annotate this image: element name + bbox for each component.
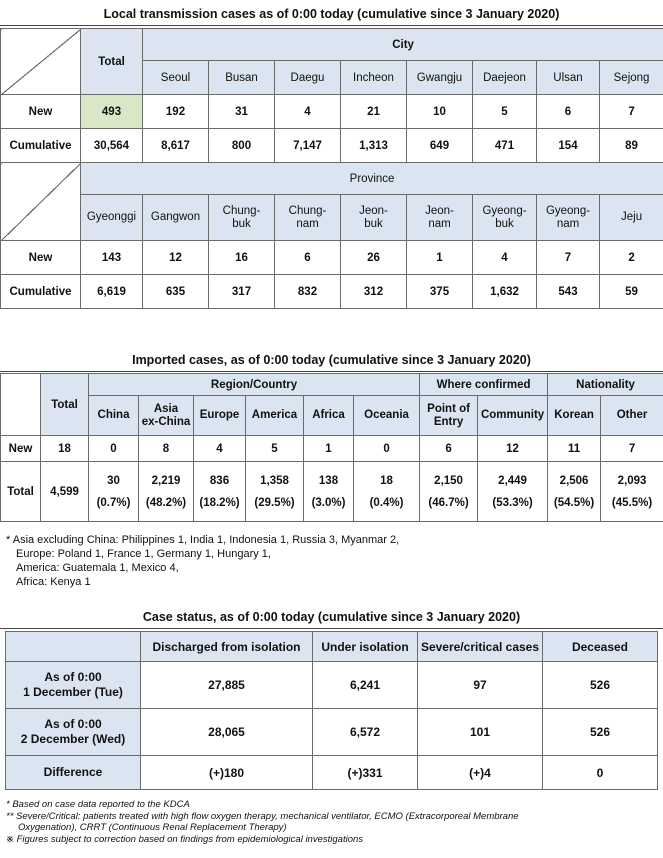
province-name-cell: [341, 195, 407, 241]
province-name-line1: Gyeonggi: [86, 211, 137, 223]
footnotes: [6, 799, 519, 845]
province-cumulative-value: 832: [275, 275, 341, 309]
imported-new-value: 5: [246, 436, 304, 462]
province-name-cell: [81, 195, 143, 241]
status-value: 6,572: [313, 709, 418, 756]
city-new-value: 5: [473, 95, 537, 129]
status-header-deceased: Deceased: [543, 632, 658, 662]
status-table-title: Case status, as of 0:00 today (cumulative since 3 January 2020): [0, 607, 663, 629]
city-cumulative-value: 649: [407, 129, 473, 163]
row-label-new: New: [1, 241, 81, 275]
imported-total-value: [89, 462, 139, 522]
imported-column-line1: Point of: [427, 402, 470, 415]
imported-column-line1: Asia: [153, 402, 179, 415]
status-row-label-line1: As of 0:00: [44, 670, 102, 684]
status-difference-value: (+)4: [418, 756, 543, 790]
status-value: 97: [418, 662, 543, 709]
status-value: 101: [418, 709, 543, 756]
city-cumulative-total: 30,564: [81, 129, 143, 163]
imported-new-value: 0: [354, 436, 420, 462]
region-header: Region/Country: [89, 374, 420, 396]
province-name-line2: buk: [232, 217, 251, 230]
local-corner-cell: [1, 29, 81, 95]
imported-total-count: 836: [209, 474, 230, 487]
province-name-line1: Jeon-: [425, 204, 454, 217]
imported-column-line1: Africa: [312, 409, 345, 421]
local-table-title: Local transmission cases as of 0:00 today (cumulative since 3 January 2020): [0, 4, 663, 26]
imported-total-percent: (45.5%): [611, 496, 653, 509]
province-new-value: 16: [209, 241, 275, 275]
imported-total-value: [194, 462, 246, 522]
imported-total-percent: (48.2%): [145, 496, 187, 509]
province-new-value: 4: [473, 241, 537, 275]
city-cumulative-value: 471: [473, 129, 537, 163]
province-name-line1: Gyeong-: [482, 204, 527, 217]
province-name-line2: nam: [296, 217, 319, 230]
imported-column-header: [304, 396, 354, 436]
imported-total-value: [304, 462, 354, 522]
city-header: City: [143, 29, 663, 61]
imported-total-percent: (29.5%): [254, 496, 295, 509]
city-cumulative-value: 154: [537, 129, 600, 163]
province-new-value: 6: [275, 241, 341, 275]
city-new-value: 4: [275, 95, 341, 129]
city-name-cell: Busan: [209, 61, 275, 95]
province-new-value: 1: [407, 241, 473, 275]
imported-total-count: 2,150: [434, 474, 463, 487]
imported-total-count: 2,219: [151, 474, 181, 487]
status-header-discharged: Discharged from isolation: [141, 632, 313, 662]
city-cumulative-value: 89: [600, 129, 663, 163]
status-value: 526: [543, 662, 658, 709]
imported-column-line2: Entry: [433, 415, 464, 428]
province-cumulative-value: 543: [537, 275, 600, 309]
row-label-total: Total: [1, 462, 41, 522]
city-name-cell: Daejeon: [473, 61, 537, 95]
imported-column-header: [194, 396, 246, 436]
imported-new-total: 18: [41, 436, 89, 462]
province-name-line1: Gangwon: [150, 211, 201, 223]
status-row-label-line2: 1 December (Tue): [23, 685, 123, 699]
city-name-cell: Incheon: [341, 61, 407, 95]
row-label-cumulative: Cumulative: [1, 129, 81, 163]
province-name-cell: [407, 195, 473, 241]
city-new-value: 10: [407, 95, 473, 129]
status-difference-label: Difference: [6, 756, 141, 790]
imported-column-header: [139, 396, 194, 436]
province-name-cell: [275, 195, 341, 241]
city-new-value: 6: [537, 95, 600, 129]
province-cumulative-value: 59: [600, 275, 663, 309]
imported-total-count: 2,506: [559, 474, 589, 487]
imported-total-count: 1,358: [260, 474, 289, 487]
imported-column-header: [548, 396, 601, 436]
province-cumulative-value: 317: [209, 275, 275, 309]
imported-corner-cell: [1, 374, 41, 436]
status-row-label-line1: As of 0:00: [44, 717, 102, 731]
case-status-table: [5, 631, 658, 790]
imported-new-value: 7: [601, 436, 663, 462]
province-name-cell: [473, 195, 537, 241]
status-difference-value: (+)180: [141, 756, 313, 790]
local-total-header: Total: [81, 29, 143, 95]
imported-total-value: [246, 462, 304, 522]
city-name-cell: Seoul: [143, 61, 209, 95]
imported-total-value: [139, 462, 194, 522]
imported-total-percent: (0.4%): [369, 496, 404, 509]
status-row-label: [6, 662, 141, 709]
imported-column-line1: Europe: [199, 409, 240, 421]
note-line: Africa: Kenya 1: [16, 576, 91, 588]
city-name-cell: Ulsan: [537, 61, 600, 95]
imported-new-value: 4: [194, 436, 246, 462]
note-line: Europe: Poland 1, France 1, Germany 1, Hungary 1,: [16, 548, 271, 560]
imported-new-value: 12: [478, 436, 548, 462]
imported-total-percent: (3.0%): [311, 496, 346, 509]
province-name-line1: Chung-: [222, 204, 261, 217]
city-cumulative-value: 8,617: [143, 129, 209, 163]
province-header: Province: [81, 163, 663, 195]
imported-total-header: Total: [41, 374, 89, 436]
imported-total-total: 4,599: [41, 462, 89, 522]
province-name-line2: nam: [556, 217, 580, 230]
status-value: 27,885: [141, 662, 313, 709]
province-name-line2: nam: [428, 217, 451, 230]
status-value: 28,065: [141, 709, 313, 756]
imported-total-percent: (18.2%): [199, 496, 240, 509]
city-cumulative-value: 800: [209, 129, 275, 163]
city-cumulative-value: 1,313: [341, 129, 407, 163]
imported-column-line1: Oceania: [364, 409, 409, 421]
imported-new-value: 0: [89, 436, 139, 462]
status-header-severe: Severe/critical cases: [418, 632, 543, 662]
city-new-value: 21: [341, 95, 407, 129]
imported-total-count: 2,449: [498, 474, 527, 487]
city-new-total: 493: [81, 95, 143, 129]
province-new-value: 26: [341, 241, 407, 275]
footnote-line: ** Severe/Critical: patients treated with high flow oxygen therapy, mechanical ventilator, ECMO (Extracorporeal Membrane: [6, 810, 519, 822]
footnote-line: ※ Figures subject to correction based on findings from epidemiological investigations: [6, 833, 364, 845]
imported-new-value: 1: [304, 436, 354, 462]
imported-total-value: [601, 462, 663, 522]
city-name-cell: Gwangju: [407, 61, 473, 95]
imported-column-line1: China: [97, 409, 130, 421]
imported-new-value: 6: [420, 436, 478, 462]
imported-total-count: 18: [380, 474, 393, 487]
nationality-header: Nationality: [548, 374, 663, 396]
status-row-label-line2: 2 December (Wed): [20, 732, 126, 746]
row-label-cumulative: Cumulative: [1, 275, 81, 309]
imported-total-percent: (54.5%): [553, 496, 595, 509]
imported-total-percent: (53.3%): [492, 496, 533, 509]
note-line: America: Guatemala 1, Mexico 4,: [16, 562, 179, 574]
province-name-cell: [209, 195, 275, 241]
province-name-line2: buk: [495, 217, 514, 230]
province-name-line1: Jeon-: [359, 204, 388, 217]
status-difference-value: (+)331: [313, 756, 418, 790]
status-corner-cell: [6, 632, 141, 662]
city-name-cell: Sejong: [600, 61, 663, 95]
province-name-cell: [537, 195, 600, 241]
city-new-value: 31: [209, 95, 275, 129]
imported-column-header: [478, 396, 548, 436]
imported-total-value: [354, 462, 420, 522]
imported-total-value: [478, 462, 548, 522]
imported-column-header: [89, 396, 139, 436]
where-confirmed-header: Where confirmed: [420, 374, 548, 396]
city-cumulative-value: 7,147: [275, 129, 341, 163]
city-new-value: 192: [143, 95, 209, 129]
city-new-value: 7: [600, 95, 663, 129]
imported-new-value: 11: [548, 436, 601, 462]
province-new-value: 143: [81, 241, 143, 275]
footnote-line: Oxygenation), CRRT (Continuous Renal Replacement Therapy): [18, 822, 287, 833]
row-label-new: New: [1, 95, 81, 129]
province-corner-cell: [1, 163, 81, 241]
province-name-line1: Chung-: [288, 204, 327, 217]
status-value: 6,241: [313, 662, 418, 709]
imported-column-header: [420, 396, 478, 436]
local-transmission-table: [0, 28, 663, 309]
imported-column-header: [246, 396, 304, 436]
imported-column-line1: Community: [480, 409, 545, 421]
imported-total-value: [548, 462, 601, 522]
imported-total-percent: (46.7%): [428, 496, 469, 509]
status-difference-value: 0: [543, 756, 658, 790]
imported-column-line1: America: [251, 409, 298, 421]
note-line: * Asia excluding China: Philippines 1, India 1, Indonesia 1, Russia 3, Myanmar 2,: [6, 534, 400, 546]
province-cumulative-value: 375: [407, 275, 473, 309]
province-new-value: 7: [537, 241, 600, 275]
status-header-under-isolation: Under isolation: [313, 632, 418, 662]
imported-total-count: 2,093: [617, 474, 647, 487]
imported-column-line1: Korean: [554, 409, 594, 421]
imported-table-title: Imported cases, as of 0:00 today (cumulative since 3 January 2020): [0, 350, 663, 372]
imported-column-line1: Other: [616, 409, 648, 421]
imported-cases-table: [0, 373, 663, 522]
province-name-cell: [600, 195, 663, 241]
province-new-value: 12: [143, 241, 209, 275]
imported-column-line2: ex-China: [141, 415, 191, 428]
imported-column-header: [354, 396, 420, 436]
footnote-line: * Based on case data reported to the KDCA: [6, 799, 190, 810]
imported-total-value: [420, 462, 478, 522]
status-row-label: [6, 709, 141, 756]
province-cumulative-value: 6,619: [81, 275, 143, 309]
status-value: 526: [543, 709, 658, 756]
imported-notes: [6, 533, 399, 589]
province-name-line1: Jeju: [621, 211, 643, 223]
imported-new-value: 8: [139, 436, 194, 462]
imported-column-header: [601, 396, 663, 436]
province-cumulative-value: 635: [143, 275, 209, 309]
province-cumulative-value: 312: [341, 275, 407, 309]
province-new-value: 2: [600, 241, 663, 275]
province-name-line1: Gyeong-: [545, 204, 591, 217]
city-name-cell: Daegu: [275, 61, 341, 95]
province-name-cell: [143, 195, 209, 241]
imported-total-count: 138: [318, 474, 339, 487]
province-name-line2: buk: [364, 217, 383, 230]
imported-total-count: 30: [107, 474, 120, 487]
row-label-new: New: [1, 436, 41, 462]
imported-total-percent: (0.7%): [96, 496, 131, 509]
province-cumulative-value: 1,632: [473, 275, 537, 309]
